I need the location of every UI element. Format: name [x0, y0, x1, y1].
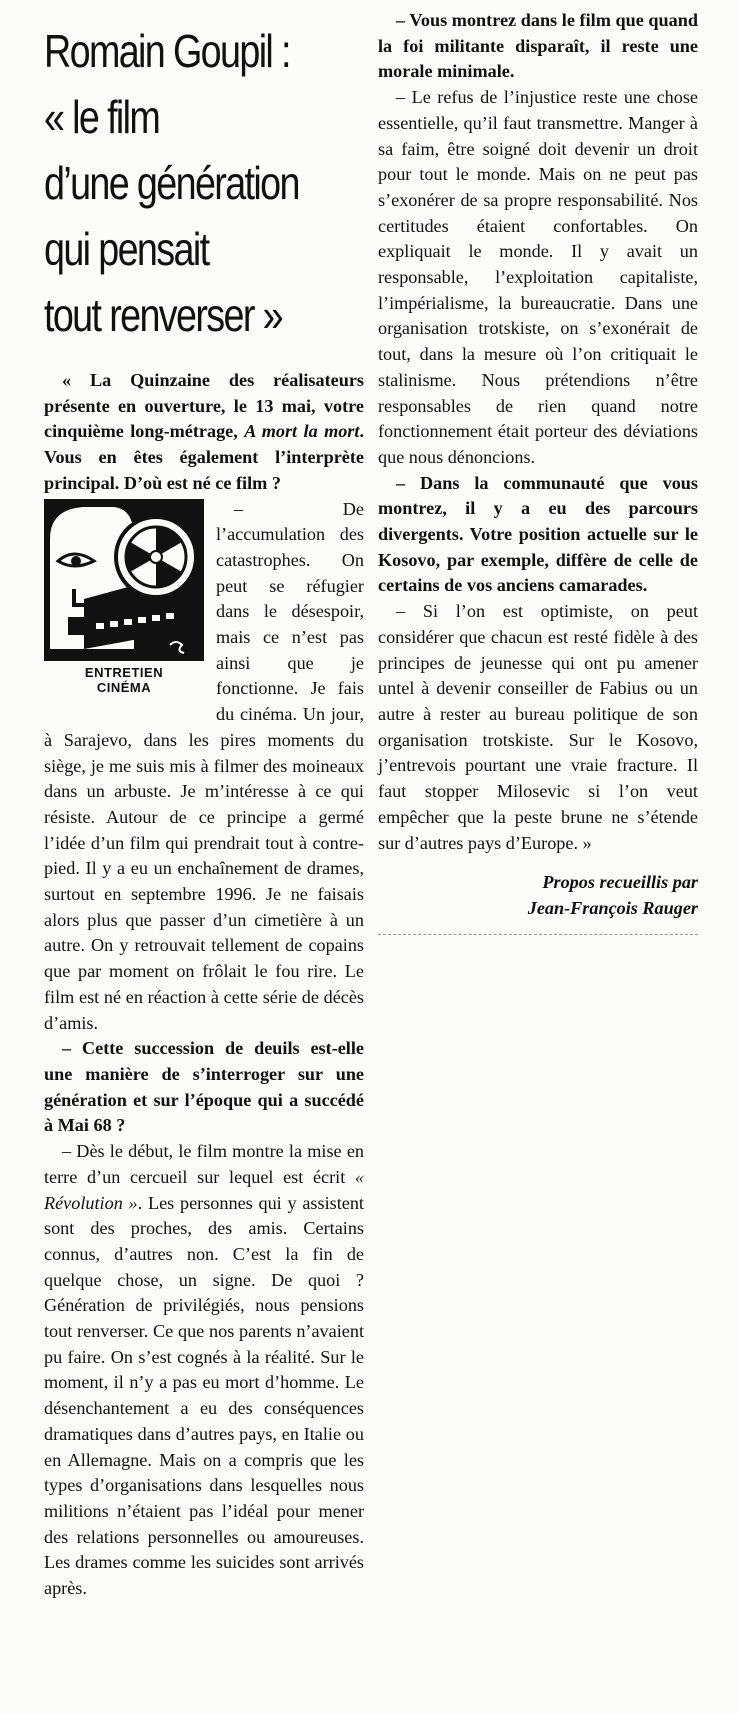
intro-question-text: . Vous en êtes également l’interprète principal. D’où est né ce film ?	[44, 421, 364, 493]
answer-2	[44, 1139, 364, 1602]
byline	[378, 870, 698, 921]
question-2: – Cette succession de deuils est-elle une manière de s’interroger sur une génération et sur l’époque qui a succédé à Mai 68 ?	[44, 1038, 364, 1136]
revolution-quote: « Révolution »	[44, 1166, 364, 1213]
section-badge	[44, 499, 204, 699]
badge-label	[44, 665, 204, 695]
answer-1: – De l’accumulation des catastrophes. On peut se réfugier dans le désespoir, mais ce n’est pas ainsi que je fonctionne. Je fais du cinéma. Un jour, à Sarajevo, dans les pires moments du siège, je me suis mis à filmer des moineaux dans un arbuste. Je m’intéresse à ce qui résiste. Autour de ce principe a germé l’idée d’un film qui prendrait tout à contre-pied. Il y a eu un enchaînement de drames, surtout en septembre 1996. Je ne faisais alors plus que passer d’un cimetière à un autre. On y retrouvait tellement de copains que par moment on frôlait le fou rire. Le film est né en réaction à cette série de décès d’amis.	[44, 498, 364, 1033]
intro-question-text: « La Quinzaine des réalisateurs présente en ouverture, le 13 mai, votre cinquième long-métrage,	[44, 370, 364, 442]
headline-line: d’une génération	[44, 157, 299, 209]
intro-question	[44, 368, 364, 497]
left-column	[44, 0, 364, 1602]
headline-line: tout renverser »	[44, 289, 282, 341]
question-3: – Vous montrez dans le film que quand la foi militante disparaît, il reste une morale minimale.	[378, 10, 698, 82]
right-column	[378, 0, 698, 935]
answer-2-text: – Dès le début, le film montre la mise en terre d’un cercueil sur lequel est écrit	[44, 1141, 364, 1187]
byline-line1: Propos recueillis par	[542, 872, 698, 893]
answer-4: – Si l’on est optimiste, on peut considérer que chacun est resté fidèle à des principes de jeunesse qui ont pu amener untel à devenir conseiller de Fabius ou un autre à rester au bureau politique de son organisation trotskiste. Sur le Kosovo, j’entrevois pourtant une vraie fracture. Il faut stopper Milosevic si l’on veut empêcher que la peste brune ne s’étende sur d’autres pays d’Europe. »	[378, 601, 698, 853]
badge-label-line2: CINÉMA	[96, 679, 152, 695]
answer-2-text: . Les personnes qui y assistent sont des proches, des amis. Certains connus, d’autres non. C’est la fin de quelque chose, un signe. De quoi ? Génération de privilégiés, nous pensions tout renverser. Ce que nos parents n’avaient pu faire. On s’est cognés à la réalité. Sur le moment, il n’y a pas eu mort d’homme. Le désenchantement a eu des conséquences dramatiques dans d’autres pays, en Italie ou en Allemagne. Mais on a compris que les types d’organisations dans lesquelles nous militions n’étaient pas l’idéal pour mener des relations personnelles ou amoureuses. Les drames comme les suicides sont arrivés après.	[44, 1192, 364, 1599]
end-rule	[378, 934, 698, 935]
film-title: A mort la mort	[244, 421, 360, 442]
headline-line: « le film	[44, 91, 160, 143]
answer-3: – Le refus de l’injustice reste une chose essentielle, qu’il faut transmettre. Manger à sa faim, être soigné doit devenir un droit pour tout le monde. Mais on ne peut pas s’exonérer de sa propre responsabilité. Nos certitudes étaient confortables. On expliquait le monde. Il y avait un responsable, l’exploitation capitaliste, l’impérialisme, la bureaucratie. Dans une organisation trotskiste, on s’exonérait de tout, dans la mesure où l’on critiquait le stalinisme. Nous prétendions n’être responsables de rien quand notre fonctionnement était porteur des déviations que nous dénoncions.	[378, 87, 698, 467]
question-4: – Dans la communauté que vous montrez, il y a eu des parcours divergents. Votre position actuelle sur le Kosovo, par exemple, diffère de celle de certains de vos anciens camarades.	[378, 472, 698, 596]
headline-line: Romain Goupil :	[44, 25, 290, 77]
headline	[44, 18, 364, 348]
film-reel-face-icon	[44, 499, 204, 661]
badge-label-line1: ENTRETIEN	[84, 664, 164, 680]
byline-author: Jean-François Rauger	[527, 897, 698, 918]
headline-line: qui pensait	[44, 223, 209, 275]
